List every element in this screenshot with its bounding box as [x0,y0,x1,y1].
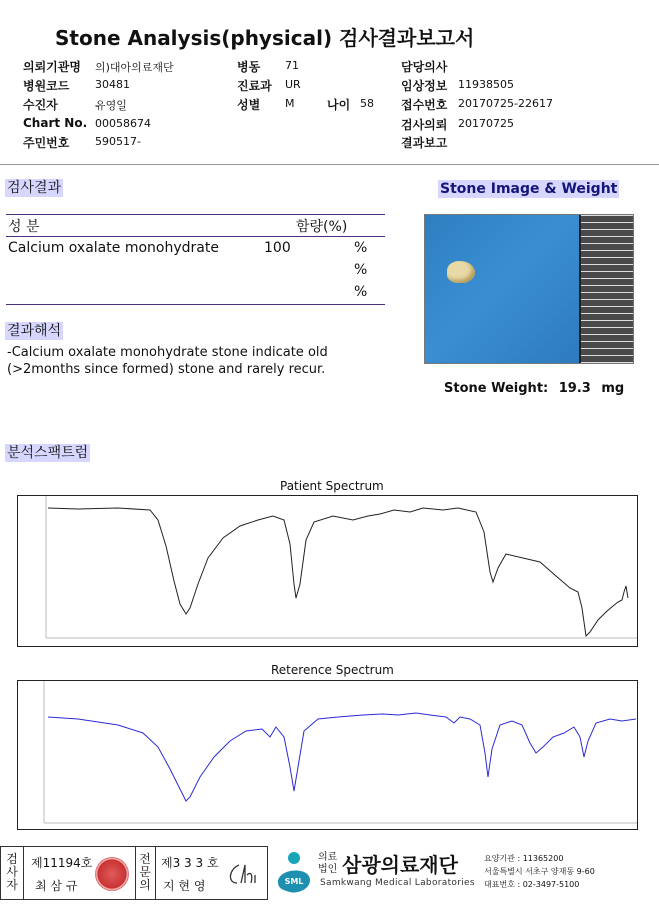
age-label: 나이 [327,98,351,112]
specialist-vlabel-char-2: 문 [139,865,151,879]
request-label: 검사의뢰 [401,118,448,132]
patient-spectrum-line [48,508,628,636]
patient-spectrum-chart [17,495,638,647]
inspector-name: 최 삼 규 [35,879,78,893]
results-header-line [6,236,385,237]
patient-spectrum-svg [18,496,637,646]
chart-label: Chart No. [23,116,88,130]
receipt-label: 접수번호 [401,98,448,112]
inspector-vertical-label [5,853,19,892]
patient-label: 수진자 [23,98,58,112]
resid-value: 590517- [95,135,141,148]
footer-divider-1 [23,847,24,899]
footer-divider-2 [135,847,136,899]
result-row-1-value: 100 [264,240,291,256]
dept-label: 진료과 [237,79,272,93]
inspector-vlabel-char-3: 자 [6,878,18,892]
reference-spectrum-line [48,713,636,801]
org-info-line-3: 대표번호 : 02-3497-5100 [484,880,580,889]
org-prefix [318,852,337,876]
receipt-value: 20170725-22617 [458,97,553,110]
report-title: Stone Analysis(physical) 검사결과보고서 [55,26,475,50]
result-row-2-unit: % [354,262,368,278]
org-english-name: Samkwang Medical Laboratories [320,878,475,888]
results-top-line [6,214,385,215]
stone-weight [444,381,624,396]
inspector-seal [95,857,129,891]
content-column-header: 함량(%) [296,219,348,235]
reference-spectrum-title: Reterence Spectrum [271,663,394,677]
stone-specimen [447,261,475,283]
results-bottom-line [6,304,385,305]
reference-spectrum-chart [17,680,638,830]
result-row-1-unit: % [354,240,368,256]
org-info [484,852,595,891]
org-prefix-2: 법인 [318,864,338,875]
chart-value: 00058674 [95,117,151,130]
reference-spectrum-svg [18,681,637,829]
signature-box [0,846,268,900]
result-row-3-unit: % [354,284,368,300]
sex-label: 성별 [237,98,261,112]
sml-logo-icon [272,848,314,896]
ward-label: 병동 [237,60,261,74]
sml-logo-text: SML [284,877,304,886]
inspector-vlabel-char-1: 검 [6,852,18,866]
org-name: 삼광의료재단 [342,853,458,877]
org-label: 의뢰기관명 [23,60,81,74]
sex-value: M [285,97,295,110]
dept-value: UR [285,78,301,91]
patient-value: 유영일 [95,99,127,112]
ward-value: 71 [285,59,299,72]
inspector-vlabel-char-2: 사 [6,865,18,879]
clinical-label: 임상정보 [401,79,448,93]
hosp-code-label: 병원코드 [23,79,70,93]
stone-image-section-title: Stone Image & Weight [440,181,618,197]
report-label: 결과보고 [401,136,448,150]
header-divider [0,164,659,165]
org-prefix-1: 의료 [318,852,338,863]
result-row-1-component: Calcium oxalate monohydrate [8,240,219,256]
interpretation-line-2: (>2months since formed) stone and rarely recur. [7,362,326,377]
hosp-code-value: 30481 [95,78,130,91]
interpretation-line-1: -Calcium oxalate monohydrate stone indicate old [7,345,328,360]
results-section-title: 검사결과 [7,180,62,196]
stone-weight-label: Stone Weight: [444,381,549,396]
inspector-license: 제11194호 [31,856,93,870]
clinical-value: 11938505 [458,78,514,91]
interpretation-section-title: 결과해석 [7,323,62,339]
specialist-vlabel-char-3: 의 [139,878,151,892]
specialist-signature [225,861,263,889]
footer-divider-3 [155,847,156,899]
resid-label: 주민번호 [23,136,70,150]
org-info-line-1: 요양기관 : 11365200 [484,854,564,863]
stone-photo [424,214,634,364]
patient-info-header [0,0,659,160]
age-value: 58 [360,97,374,110]
spectrum-section-title: 분석스팩트럼 [7,445,89,461]
specialist-name: 지 현 영 [163,879,206,893]
org-info-line-2: 서울특별시 서초구 양재동 9-60 [484,867,595,876]
specialist-license: 제3 3 3 호 [161,856,219,870]
ruler [581,215,633,364]
specialist-vlabel-char-1: 전 [139,852,151,866]
specialist-vertical-label [138,853,152,892]
doctor-label: 담당의사 [401,60,448,74]
request-value: 20170725 [458,117,514,130]
patient-spectrum-title: Patient Spectrum [280,479,384,493]
org-value: 의)대아의료재단 [95,61,174,74]
stone-weight-value: 19.3 [558,381,591,396]
component-column-header: 성 분 [8,219,40,235]
stone-weight-unit: mg [601,381,625,396]
